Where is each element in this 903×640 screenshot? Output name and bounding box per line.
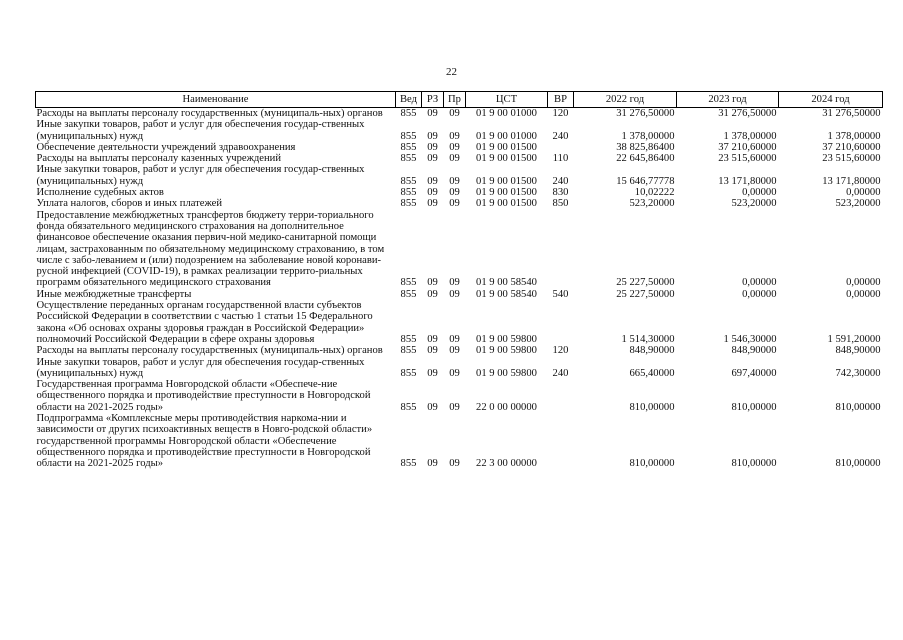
cell-cst: 01 9 00 01500: [476, 141, 537, 153]
cell-pr: 09: [449, 187, 460, 199]
page-number: 22: [446, 66, 457, 78]
cell-rz: 09: [427, 367, 438, 379]
cell-2024: 523,20000: [835, 198, 881, 210]
cell-2024: 810,00000: [835, 401, 881, 413]
cell-name: Иные закупки товаров, работ и услуг для обеспечения государ-ственных (муниципальных) нужд: [36, 119, 365, 142]
cell-cst: 01 9 00 01000: [476, 130, 537, 142]
cell-rz: 09: [427, 277, 438, 289]
cell-2023: 37 210,60000: [718, 141, 777, 153]
cell-2023: 523,20000: [731, 198, 777, 210]
header-2024: 2024 год: [779, 92, 883, 108]
cell-pr: 09: [449, 153, 460, 165]
cell-2022: 810,00000: [629, 458, 675, 470]
cell-2024: 1 591,20000: [827, 333, 881, 345]
cell-rz: 09: [427, 333, 438, 345]
cell-rz: 09: [427, 198, 438, 210]
cell-vr: [548, 300, 574, 345]
cell-2023: 848,90000: [731, 345, 777, 357]
header-2022: 2022 год: [574, 92, 677, 108]
table-row: [36, 198, 883, 209]
cell-ved: 855: [400, 288, 417, 300]
cell-2024: 23 515,60000: [822, 153, 881, 165]
cell-2023: 1 546,30000: [723, 333, 777, 345]
cell-2023: 697,40000: [731, 367, 777, 379]
header-vr: ВР: [548, 92, 574, 108]
cell-ved: 855: [400, 198, 417, 210]
cell-rz: 09: [427, 153, 438, 165]
cell-rz: 09: [427, 141, 438, 153]
table-row: [36, 413, 883, 469]
cell-2022: 1 378,00000: [621, 130, 675, 142]
cell-rz: 09: [427, 288, 438, 300]
header-name: Наименование: [36, 92, 396, 108]
cell-rz: 09: [427, 175, 438, 187]
cell-2023: 13 171,80000: [718, 175, 777, 187]
table-header-row: [36, 92, 883, 108]
cell-vr: 240: [552, 175, 569, 187]
cell-name: Расходы на выплаты персоналу казенных учреждений: [36, 153, 281, 165]
cell-2022: 848,90000: [629, 345, 675, 357]
cell-2024: 810,00000: [835, 458, 881, 470]
table-row: [36, 108, 883, 120]
table-row: [36, 153, 883, 164]
header-ved: Вед: [396, 92, 422, 108]
table-row: [36, 142, 883, 153]
table-row: [36, 357, 883, 380]
cell-cst: 01 9 00 01500: [476, 153, 537, 165]
cell-ved: 855: [400, 108, 417, 119]
cell-name: Исполнение судебных актов: [36, 187, 164, 199]
cell-pr: 09: [449, 458, 460, 470]
header-pr: Пр: [444, 92, 466, 108]
cell-cst: 22 3 00 00000: [476, 458, 537, 470]
cell-ved: 855: [400, 345, 417, 357]
header-cst: ЦСТ: [466, 92, 548, 108]
cell-vr: 110: [552, 153, 569, 165]
budget-table: [35, 91, 883, 470]
table-row: [36, 300, 883, 345]
cell-vr: 540: [552, 288, 569, 300]
cell-ved: 855: [400, 187, 417, 199]
cell-2023: 1 378,00000: [723, 130, 777, 142]
cell-ved: 855: [400, 333, 417, 345]
cell-pr: 09: [449, 333, 460, 345]
cell-name: Иные закупки товаров, работ и услуг для обеспечения государ-ственных (муниципальных) нужд: [36, 356, 365, 379]
cell-2024: 31 276,50000: [822, 108, 881, 119]
cell-2022: 523,20000: [629, 198, 675, 210]
cell-vr: 240: [552, 367, 569, 379]
cell-2023: 31 276,50000: [718, 108, 777, 119]
cell-2022: 1 514,30000: [621, 333, 675, 345]
cell-pr: 09: [449, 141, 460, 153]
cell-name: Иные межбюджетные трансферты: [36, 288, 192, 300]
cell-name: Подпрограмма «Комплексные меры противодействия наркома-нии и зависимости от других психоактивных веществ в Новго-родской области» государственной программы Новгородской области «Обеспечение общественного порядка и противодействие преступности в Новгородской области на 2021-2025 годы»: [36, 413, 373, 470]
cell-cst: 01 9 00 01500: [476, 198, 537, 210]
cell-ved: 855: [400, 141, 417, 153]
cell-cst: 22 0 00 00000: [476, 401, 537, 413]
cell-pr: 09: [449, 277, 460, 289]
cell-ved: 855: [400, 277, 417, 289]
cell-2024: 848,90000: [835, 345, 881, 357]
table-row: [36, 379, 883, 413]
cell-2024: 13 171,80000: [822, 175, 881, 187]
cell-cst: 01 9 00 58540: [476, 288, 537, 300]
cell-pr: 09: [449, 401, 460, 413]
cell-2022: 25 227,50000: [616, 277, 675, 289]
header-rz: РЗ: [422, 92, 444, 108]
cell-rz: 09: [427, 108, 438, 119]
cell-ved: 855: [400, 130, 417, 142]
cell-ved: 855: [400, 367, 417, 379]
cell-pr: 09: [449, 175, 460, 187]
cell-2024: 0,00000: [846, 288, 881, 300]
cell-pr: 09: [449, 345, 460, 357]
table-row: [36, 289, 883, 300]
cell-2024: 0,00000: [846, 187, 881, 199]
cell-2022: 22 645,86400: [616, 153, 675, 165]
cell-ved: 855: [400, 175, 417, 187]
cell-ved: 855: [400, 401, 417, 413]
cell-2023: 810,00000: [731, 458, 777, 470]
table-row: [36, 210, 883, 289]
cell-2022: 31 276,50000: [616, 108, 675, 119]
cell-vr: 850: [552, 198, 569, 210]
table-row: [36, 119, 883, 142]
table-row: [36, 345, 883, 356]
cell-2022: 665,40000: [629, 367, 675, 379]
cell-vr: [548, 142, 574, 153]
cell-2023: 0,00000: [742, 187, 777, 199]
cell-pr: 09: [449, 198, 460, 210]
cell-2023: 23 515,60000: [718, 153, 777, 165]
cell-vr: 120: [552, 345, 569, 357]
table-row: [36, 164, 883, 187]
cell-2024: 742,30000: [835, 367, 881, 379]
cell-ved: 855: [400, 458, 417, 470]
cell-rz: 09: [427, 401, 438, 413]
cell-vr: [548, 379, 574, 413]
cell-rz: 09: [427, 187, 438, 199]
cell-name: Предоставление межбюджетных трансфертов бюджету терри-ториального фонда обязательного медицинского страхования на дополнительное финансовое обеспечение оказания первич-ной медико-санитарной помощи лицам, застрахованным по обязательному медицинскому страхованию, в том числе с забо-леванием и (или) подозрением на заболевание новой коронави-русной инфекцией (COVID-19), в рамках реализации террито-риальных программ обязательного медицинского страхования: [36, 209, 385, 289]
cell-cst: 01 9 00 01500: [476, 175, 537, 187]
table-row: [36, 187, 883, 198]
cell-2022: 25 227,50000: [616, 288, 675, 300]
cell-pr: 09: [449, 288, 460, 300]
cell-2022: 810,00000: [629, 401, 675, 413]
cell-pr: 09: [449, 367, 460, 379]
cell-vr: [548, 210, 574, 289]
cell-2024: 0,00000: [846, 277, 881, 289]
cell-name: Расходы на выплаты персоналу государственных (муниципаль-ных) органов: [36, 345, 383, 357]
cell-ved: 855: [400, 153, 417, 165]
cell-vr: 830: [552, 187, 569, 199]
cell-2022: 15 646,77778: [616, 175, 675, 187]
cell-name: Обеспечение деятельности учреждений здравоохранения: [36, 141, 296, 153]
cell-vr: 240: [552, 130, 569, 142]
cell-cst: 01 9 00 59800: [476, 345, 537, 357]
cell-name: Государственная программа Новгородской области «Обеспече-ние общественного порядка и противодействие преступности в Новгородской области на 2021-2025 годы»: [36, 379, 371, 413]
cell-cst: 01 9 00 01000: [476, 108, 537, 119]
cell-name: Осуществление переданных органам государственной власти субъектов Российской Федерации в соответствии с частью 1 статьи 15 Федерального закона «Об основах охраны здоровья граждан в Российской Федерации» полномочий Российской Федерации в сфере охраны здоровья: [36, 300, 373, 345]
cell-cst: 01 9 00 01500: [476, 187, 537, 199]
cell-2024: 1 378,00000: [827, 130, 881, 142]
cell-2022: 38 825,86400: [616, 141, 675, 153]
cell-rz: 09: [427, 130, 438, 142]
cell-2023: 0,00000: [742, 288, 777, 300]
cell-name: Расходы на выплаты персоналу государственных (муниципаль-ных) органов: [36, 108, 383, 119]
cell-vr: [548, 413, 574, 469]
cell-name: Уплата налогов, сборов и иных платежей: [36, 198, 223, 210]
cell-2022: 10,02222: [634, 187, 675, 199]
cell-rz: 09: [427, 458, 438, 470]
cell-cst: 01 9 00 59800: [476, 367, 537, 379]
cell-cst: 01 9 00 58540: [476, 277, 537, 289]
cell-name: Иные закупки товаров, работ и услуг для обеспечения государ-ственных (муниципальных) нужд: [36, 164, 365, 187]
header-2023: 2023 год: [677, 92, 779, 108]
cell-pr: 09: [449, 130, 460, 142]
cell-rz: 09: [427, 345, 438, 357]
cell-2024: 37 210,60000: [822, 141, 881, 153]
cell-2023: 0,00000: [742, 277, 777, 289]
cell-vr: 120: [552, 108, 569, 119]
cell-pr: 09: [449, 108, 460, 119]
cell-cst: 01 9 00 59800: [476, 333, 537, 345]
cell-2023: 810,00000: [731, 401, 777, 413]
